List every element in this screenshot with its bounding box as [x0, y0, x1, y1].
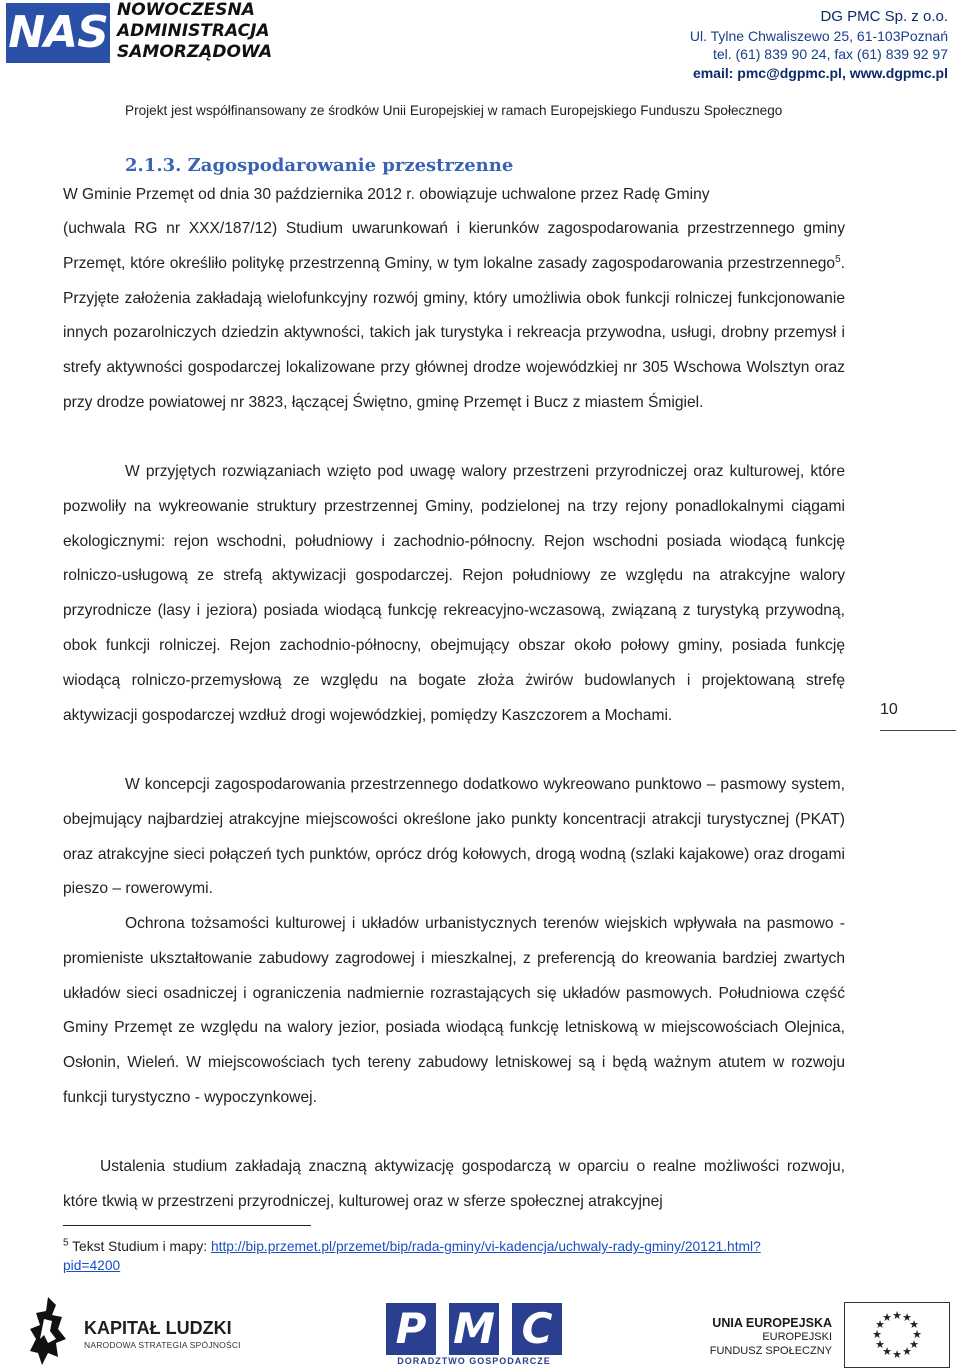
eu-text [710, 1316, 832, 1358]
footnote-rule [63, 1225, 311, 1226]
logo-line-3: SAMORZĄDOWA [117, 42, 273, 62]
logo-line-1: NOWOCZESNA [117, 0, 255, 20]
footnote-link[interactable]: http://bip.przemet.pl/przemet/bip/rada-gminy/vi-kadencja/uchwaly-rady-gminy/20121.html?pid=4200 [63, 1239, 761, 1273]
paragraph-4-text: Ochrona tożsamości kulturowej i układów urbanistycznych terenów wiejskich wpływała na pasmowo - promieniste ukształtowanie zabudowy zagrodowej i mieszkalnej, z preferencją do kreowania bardziej zwartych układów sieci osadniczej i ograniczenia nadmiernie rozrastających się układów pasmowych. Południowa część Gminy Przemęt ze względu na walory jezior, posiada wiodącą funkcję letniskową w miejscowościach Olejnica, Osłonin, Wieleń. W miejscowościach tych tereny zabudowy letniskowej są i będą ważnym atutem w rozwoju funkcji turystyczno - wypoczynkowej. [63, 915, 845, 1106]
pmc-letter-c: C [512, 1303, 562, 1355]
paragraph-1-part-b: . Przyjęte założenia zakładają wielofunkcyjny rozwój gminy, który umożliwia obok funkcji rolniczej funkcjonowanie innych pozarolniczych dziedzin aktywności, takich jak turystyka i rekreacja przywodna, usługi, drobny przemysł i strefy aktywności gospodarczej lokalizowane przy głównej drodze wojewódzkiej nr 305 Wschowa Wolsztyn oraz przy drodze powiatowej nr 3823, łączącej Świętno, gminę Przemęt i Bucz z miastem Śmigiel. [63, 254, 845, 411]
nas-logo-text [117, 0, 272, 63]
svg-text:★: ★ [875, 1338, 885, 1351]
paragraph-2-text: W przyjętych rozwiązaniach wzięto pod uwagę walory przestrzeni przyrodniczej oraz kulturowej, które pozwoliły na wykreowanie struktury przestrzennej Gminy, podzielonej na trzy rejony ponadlokalnymi ciągami ekologicznymi: rejon wschodni, południowy i zachodnio-północny. Rejon wschodni posiada wiodącą funkcję rolniczo-usługową ze strefą aktywizacji gospodarczej. Rejon południowy ze względu na atrakcyjne walory przyrodnicze (lasy i jeziora) posiada wiodącą funkcję rekreacyjno-wczasową, związaną z turystyką przywodną, obok funkcji rolniczej. Rejon zachodnio-północny, obejmujący obszar około połowy gminy, posiada funkcję wiodącą rolniczo-przemysłową ze względu na bogate złoża żwirów budowlanych i projektowaną strefę aktywizacji gospodarczej wzdłuż drogi wojewódzkiej, pomiędzy Kaszczorem a Mochami. [63, 463, 845, 724]
svg-text:★: ★ [872, 1328, 882, 1341]
svg-text:★: ★ [892, 1309, 902, 1322]
company-email: email: pmc@dgpmc.pl, www.dgpmc.pl [692, 64, 948, 81]
kapital-ludzki-emblem-icon [28, 1295, 70, 1367]
svg-text:★: ★ [902, 1311, 912, 1324]
paragraph-1-part-a: (uchwala RG nr XXX/187/12) Studium uwarunkowań i kierunków zagospodarowania przestrzennego gminy Przemęt, które określiło politykę przestrzenną Gminy, w tym lokalne zasady zagospodarowania przestrzennego [63, 220, 845, 272]
pmc-logo [386, 1303, 562, 1355]
paragraph-1 [63, 212, 845, 421]
nas-logo: NAS [6, 3, 110, 63]
eu-line-1: UNIA EUROPEJSKA [712, 1316, 832, 1330]
svg-text:★: ★ [909, 1338, 919, 1351]
kapital-ludzki-subtitle: NARODOWA STRATEGIA SPÓJNOŚCI [84, 1340, 241, 1350]
eu-flag-icon [844, 1302, 950, 1368]
company-phone: tel. (61) 839 90 24, fax (61) 839 92 97 [712, 46, 948, 62]
footnote [63, 1237, 763, 1275]
svg-text:★: ★ [902, 1345, 912, 1358]
svg-text:★: ★ [892, 1348, 902, 1361]
svg-text:★: ★ [882, 1345, 892, 1358]
kapital-ludzki-title: KAPITAŁ LUDZKI [84, 1318, 232, 1338]
section-heading: 2.1.3. Zagospodarowanie przestrzenne [125, 155, 514, 176]
eu-line-3: FUNDUSZ SPOŁECZNY [709, 1345, 832, 1357]
svg-text:★: ★ [909, 1318, 919, 1331]
paragraph-2 [63, 455, 845, 733]
intro-line: W Gminie Przemęt od dnia 30 października 2012 r. obowiązuje uchwalone przez Radę Gminy [63, 186, 710, 203]
page-number: 10 [880, 701, 898, 718]
svg-text:★: ★ [912, 1328, 922, 1341]
paragraph-3 [63, 768, 845, 907]
pmc-letter-m: M [449, 1303, 499, 1355]
project-cofinance-line: Projekt jest współfinansowany ze środków Unii Europejskiej w ramach Europejskiego Funduszu Społecznego [125, 103, 783, 118]
footnote-text: Tekst Studium i mapy: [68, 1239, 211, 1254]
svg-text:★: ★ [882, 1311, 892, 1324]
paragraph-4 [63, 907, 845, 1116]
paragraph-3-text: W koncepcji zagospodarowania przestrzennego dodatkowo wykreowano punktowo – pasmowy system, obejmujący najbardziej atrakcyjne miejscowości określone jako punkty koncentracji atrakcji turystycznej (PKAT) oraz atrakcyjne sieci połączeń tych punktów, oprócz dróg kołowych, drogą wodną (szlaki kajakowe) oraz drogami pieszo – rowerowymi. [63, 776, 845, 898]
svg-text:★: ★ [875, 1318, 885, 1331]
eu-stars-icon [845, 1303, 949, 1367]
page-number-rule [880, 730, 956, 731]
paragraph-1-text [63, 212, 845, 421]
company-address: Ul. Tylne Chwaliszewo 25, 61-103Poznań [689, 27, 948, 44]
company-contact [690, 8, 948, 82]
footnote-mark: 5 [63, 1237, 69, 1249]
footnote-ref[interactable]: 5 [835, 253, 841, 265]
pmc-letter-p: P [386, 1303, 436, 1355]
logo-line-2: ADMINISTRACJA [117, 21, 270, 41]
pmc-subtitle: DORADZTWO GOSPODARCZE [397, 1356, 551, 1366]
company-name: DG PMC Sp. z o.o. [820, 8, 948, 25]
paragraph-5 [63, 1150, 845, 1220]
eu-line-2: EUROPEJSKI [762, 1331, 832, 1343]
paragraph-5-text: Ustalenia studium zakładają znaczną aktywizację gospodarczą w oparciu o realne możliwości rozwoju, które tkwią w przestrzeni przyrodniczej, kulturowej oraz w sferze społecznej atrakcyjnej [63, 1158, 845, 1210]
